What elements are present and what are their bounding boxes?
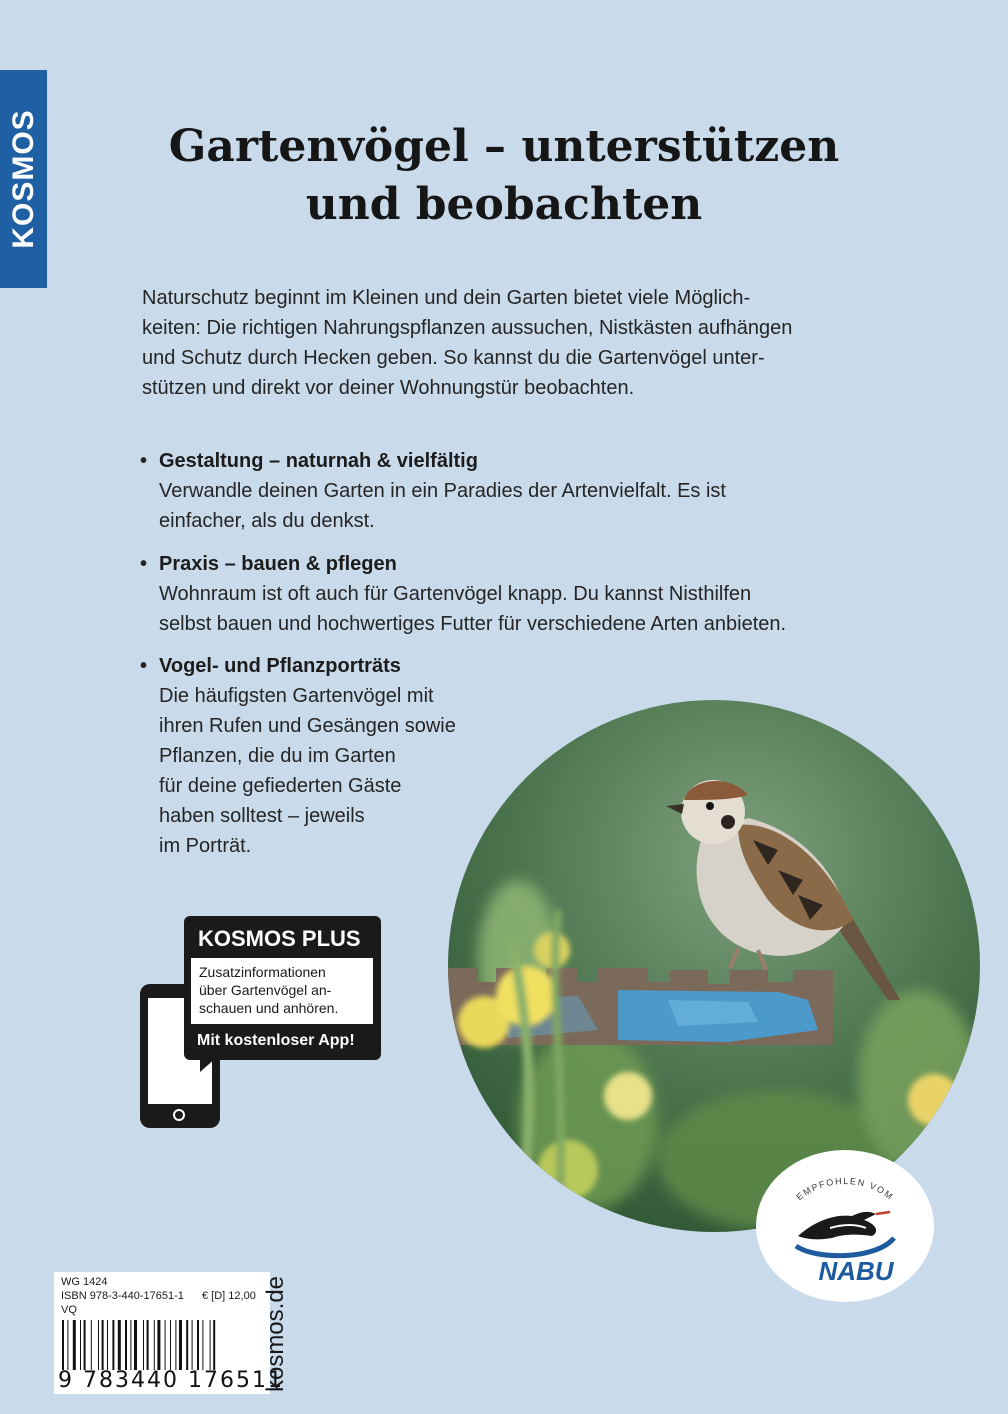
kosmos-logo-text: KOSMOS (6, 109, 40, 249)
barcode-wg: WG 1424 (61, 1276, 108, 1288)
nabu-seal (756, 1150, 934, 1302)
title-line-1: Gartenvögel – unterstützen (168, 121, 840, 172)
feature-gestaltung (140, 446, 726, 536)
intro-line: Naturschutz beginnt im Kleinen und dein Garten bietet viele Möglich- (142, 287, 751, 309)
intro-line: stützen und direkt vor deiner Wohnungstür beobachten. (142, 377, 635, 399)
feature-heading: Gestaltung – naturnah & vielfältig (159, 450, 478, 472)
feature-text (159, 681, 456, 861)
intro-line: und Schutz durch Hecken geben. So kannst du die Gartenvögel unter- (142, 347, 765, 369)
bullet: • (140, 450, 148, 472)
feature-line: Pflanzen, die du im Garten (159, 745, 396, 767)
feature-text (159, 476, 726, 536)
barcode-isbn: ISBN 978-3-440-17651-1 (61, 1290, 184, 1302)
feature-line: ihren Rufen und Gesängen sowie (159, 715, 456, 737)
title-line-2: und beobachten (305, 179, 703, 230)
bullet: • (140, 655, 148, 677)
feature-praxis (140, 549, 786, 639)
feature-line: im Porträt. (159, 835, 252, 857)
feature-line: Wohnraum ist oft auch für Gartenvögel knapp. Du kannst Nisthilfen (159, 583, 752, 605)
website-url: kosmos.de (262, 1275, 289, 1393)
nabu-name: NABU (818, 1256, 894, 1286)
barcode-bars (62, 1320, 262, 1370)
kosmos-plus-line: über Gartenvögel an- (199, 982, 332, 998)
stork-icon (796, 1212, 894, 1256)
feature-line: haben solltest – jeweils (159, 805, 365, 827)
kosmos-plus-bubble (184, 916, 381, 1060)
page-title (0, 118, 1008, 234)
feature-heading: Vogel- und Pflanzporträts (159, 655, 401, 677)
feature-text (159, 579, 786, 639)
feature-portraets (140, 651, 456, 861)
nabu-logo (756, 1150, 934, 1302)
kosmos-plus-app-label: Mit kostenloser App! (197, 1032, 355, 1049)
intro-line: keiten: Die richtigen Nahrungspflanzen aussuchen, Nistkästen aufhängen (142, 317, 793, 339)
feature-line: Verwandle deinen Garten in ein Paradies der Artenvielfalt. Es ist (159, 480, 726, 502)
nabu-ring-text: EMPFOHLEN VOM (794, 1175, 896, 1203)
svg-text:EMPFOHLEN VOM (794, 1176, 895, 1202)
feature-line: für deine gefiederten Gäste (159, 775, 402, 797)
feature-line: selbst bauen und hochwertiges Futter für verschiedene Arten anbieten. (159, 613, 787, 635)
kosmos-plus-line: schauen und anhören. (199, 1000, 339, 1016)
kosmos-plus-badge (140, 916, 382, 1128)
barcode-digits: 9 783440 176511 (58, 1368, 284, 1393)
feature-line: einfacher, als du denkst. (159, 510, 375, 532)
feature-line: Die häufigsten Gartenvögel mit (159, 685, 434, 707)
kosmos-plus-line: Zusatzinformationen (199, 964, 326, 980)
barcode-price: € [D] 12,00 (202, 1290, 256, 1302)
barcode-vq: VQ (61, 1304, 77, 1316)
intro-paragraph (142, 283, 902, 403)
bullet: • (140, 553, 148, 575)
kosmos-plus-title: KOSMOS PLUS (198, 926, 361, 951)
feature-heading: Praxis – bauen & pflegen (159, 553, 397, 575)
kosmos-plus-text (191, 958, 373, 1024)
bubble-tail (200, 1058, 216, 1072)
